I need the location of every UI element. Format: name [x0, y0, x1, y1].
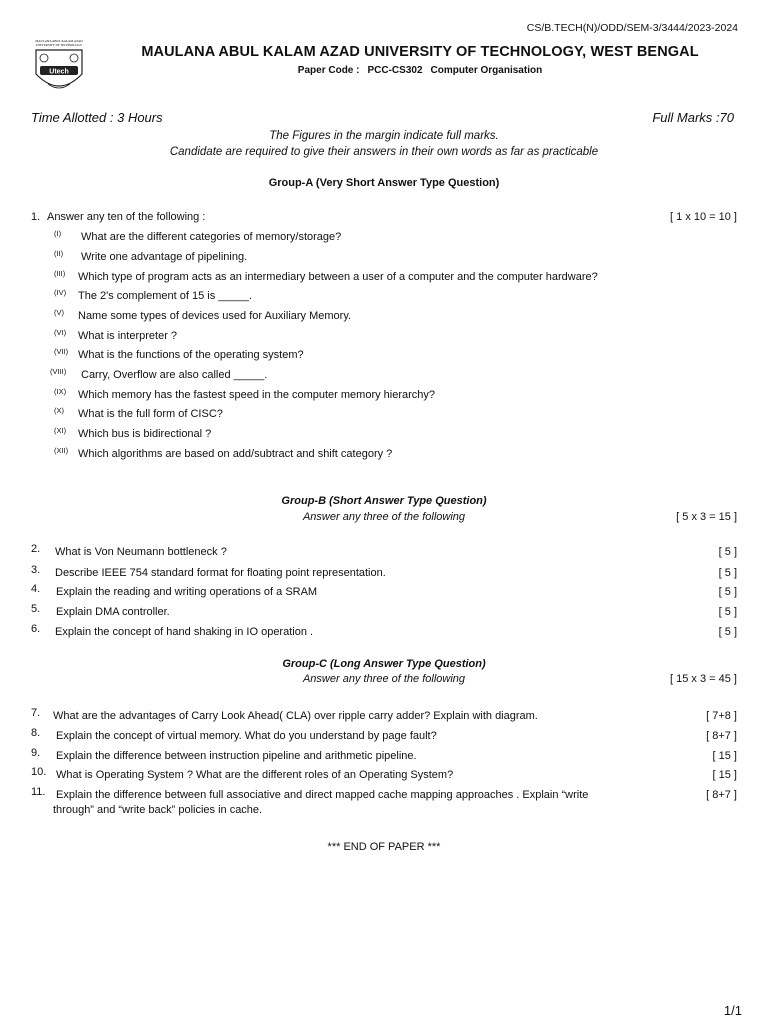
sub-question-roman: (I)	[54, 229, 62, 238]
group-c-title: Group-C (Long Answer Type Question)	[282, 658, 486, 670]
svg-text:UNIVERSITY OF TECHNOLOGY: UNIVERSITY OF TECHNOLOGY	[35, 43, 83, 47]
sub-question-text: What is interpreter ?	[78, 330, 178, 342]
question-text: Explain DMA controller.	[56, 606, 170, 618]
logo-text: Utech	[49, 68, 69, 76]
university-name: MAULANA ABUL KALAM AZAD UNIVERSITY OF TECHNOLOGY, WEST BENGAL	[141, 44, 699, 60]
sub-question	[52, 389, 742, 405]
sub-question	[52, 271, 742, 287]
question-number: 10.	[31, 766, 47, 778]
question-text: Explain the concept of hand shaking in IO operation .	[55, 626, 314, 638]
sub-question	[52, 231, 742, 247]
question-number: 7.	[31, 707, 41, 719]
sub-question	[52, 310, 742, 326]
sub-question-roman: (II)	[54, 249, 64, 258]
sub-question	[52, 251, 742, 267]
sub-question-text: Write one advantage of pipelining.	[81, 251, 248, 263]
question-number: 5.	[31, 603, 41, 615]
question-number: 2.	[31, 543, 41, 555]
question-text: Explain the difference between full associative and direct mapped cache mapping approaches . Explain “write	[56, 789, 589, 801]
sub-question-roman: (VI)	[54, 328, 67, 337]
sub-question	[52, 448, 742, 464]
question-text: Explain the concept of virtual memory. What do you understand by page fault?	[56, 730, 437, 742]
group-c-marks: [ 15 x 3 = 45 ]	[670, 673, 737, 685]
sub-question-roman: (VIII)	[50, 367, 67, 376]
sub-question-roman: (IV)	[54, 288, 67, 297]
sub-question	[52, 428, 742, 444]
question-1-number: 1.	[31, 211, 41, 223]
margin-note: The Figures in the margin indicate full marks.	[269, 130, 499, 142]
sub-question-text: Which algorithms are based on add/subtract and shift category ?	[78, 448, 393, 460]
sub-question-roman: (XI)	[54, 426, 67, 435]
question-number: 3.	[31, 564, 41, 576]
group-a-title: Group-A (Very Short Answer Type Question)	[268, 177, 500, 189]
sub-question-text: Which bus is bidirectional ?	[78, 428, 212, 440]
question-text-continued: through” and “write back” policies in cache.	[53, 804, 263, 816]
sub-question-text: What are the different categories of memory/storage?	[81, 231, 342, 243]
question-number: 8.	[31, 727, 41, 739]
question-text: What is Von Neumann bottleneck ?	[55, 546, 227, 558]
sub-question-text: Carry, Overflow are also called _____.	[81, 369, 268, 381]
time-allotted: Time Allotted : 3 Hours	[31, 110, 163, 125]
group-b-instruction: Answer any three of the following	[302, 511, 466, 523]
question-text: Explain the difference between instruction pipeline and arithmetic pipeline.	[56, 750, 417, 762]
end-of-paper: *** END OF PAPER ***	[327, 841, 441, 853]
question-marks: [ 15 ]	[712, 750, 737, 762]
question-marks: [ 8+7 ]	[706, 730, 737, 742]
candidate-note: Candidate are required to give their answers in their own words as far as practicable	[169, 146, 599, 158]
sub-question	[52, 349, 742, 365]
question-marks: [ 5 ]	[718, 586, 737, 598]
question-number: 6.	[31, 623, 41, 635]
university-logo	[28, 36, 90, 102]
question-marks: [ 7+8 ]	[706, 710, 737, 722]
paper-name: Computer Organisation	[430, 65, 543, 76]
sub-question	[52, 369, 742, 385]
sub-question-roman: (X)	[54, 406, 64, 415]
question-number: 9.	[31, 747, 41, 759]
group-c-instruction: Answer any three of the following	[302, 673, 466, 685]
sub-question	[52, 408, 742, 424]
sub-question-text: Which type of program acts as an intermediary between a user of a computer and the computer hardware?	[78, 271, 598, 283]
question-number: 4.	[31, 583, 41, 595]
paper-code-line	[100, 65, 740, 76]
sub-question-roman: (XII)	[54, 446, 69, 455]
full-marks: Full Marks :70	[652, 110, 734, 125]
sub-question-text: What is the functions of the operating system?	[78, 349, 304, 361]
paper-code-label: Paper Code :	[297, 65, 360, 76]
question-text: Explain the reading and writing operations of a SRAM	[56, 586, 318, 598]
sub-question-text: Which memory has the fastest speed in the computer memory hierarchy?	[78, 389, 436, 401]
group-b-title: Group-B (Short Answer Type Question)	[281, 495, 487, 507]
sub-question	[52, 290, 742, 306]
paper-code: PCC-CS302	[367, 65, 423, 76]
question-text: What are the advantages of Carry Look Ahead( CLA) over ripple carry adder? Explain with diagram.	[53, 710, 538, 722]
question-marks: [ 5 ]	[718, 626, 737, 638]
sub-question-text: What is the full form of CISC?	[78, 408, 223, 420]
question-marks: [ 5 ]	[718, 606, 737, 618]
question-marks: [ 15 ]	[712, 769, 737, 781]
question-marks: [ 8+7 ]	[706, 789, 737, 801]
question-number: 11.	[31, 786, 46, 798]
sub-question-roman: (V)	[54, 308, 64, 317]
sub-question-roman: (IX)	[54, 387, 67, 396]
sub-question-roman: (III)	[54, 269, 66, 278]
group-b-marks: [ 5 x 3 = 15 ]	[676, 511, 737, 523]
paper-reference-code: CS/B.TECH(N)/ODD/SEM-3/3444/2023-2024	[526, 22, 738, 34]
question-marks: [ 5 ]	[718, 567, 737, 579]
sub-question	[52, 330, 742, 346]
group-a-instruction: Answer any ten of the following :	[47, 211, 206, 223]
sub-question-roman: (VII)	[54, 347, 69, 356]
question-marks: [ 5 ]	[718, 546, 737, 558]
question-text: What is Operating System ? What are the different roles of an Operating System?	[56, 769, 454, 781]
question-text: Describe IEEE 754 standard format for floating point representation.	[55, 567, 386, 579]
sub-question-text: Name some types of devices used for Auxiliary Memory.	[78, 310, 352, 322]
group-a-marks: [ 1 x 10 = 10 ]	[670, 211, 737, 223]
page-number: 1/1	[723, 1003, 742, 1018]
sub-question-text: The 2's complement of 15 is _____.	[78, 290, 252, 302]
svg-text:MAULANA ABUL KALAM AZAD: MAULANA ABUL KALAM AZAD	[35, 39, 83, 43]
